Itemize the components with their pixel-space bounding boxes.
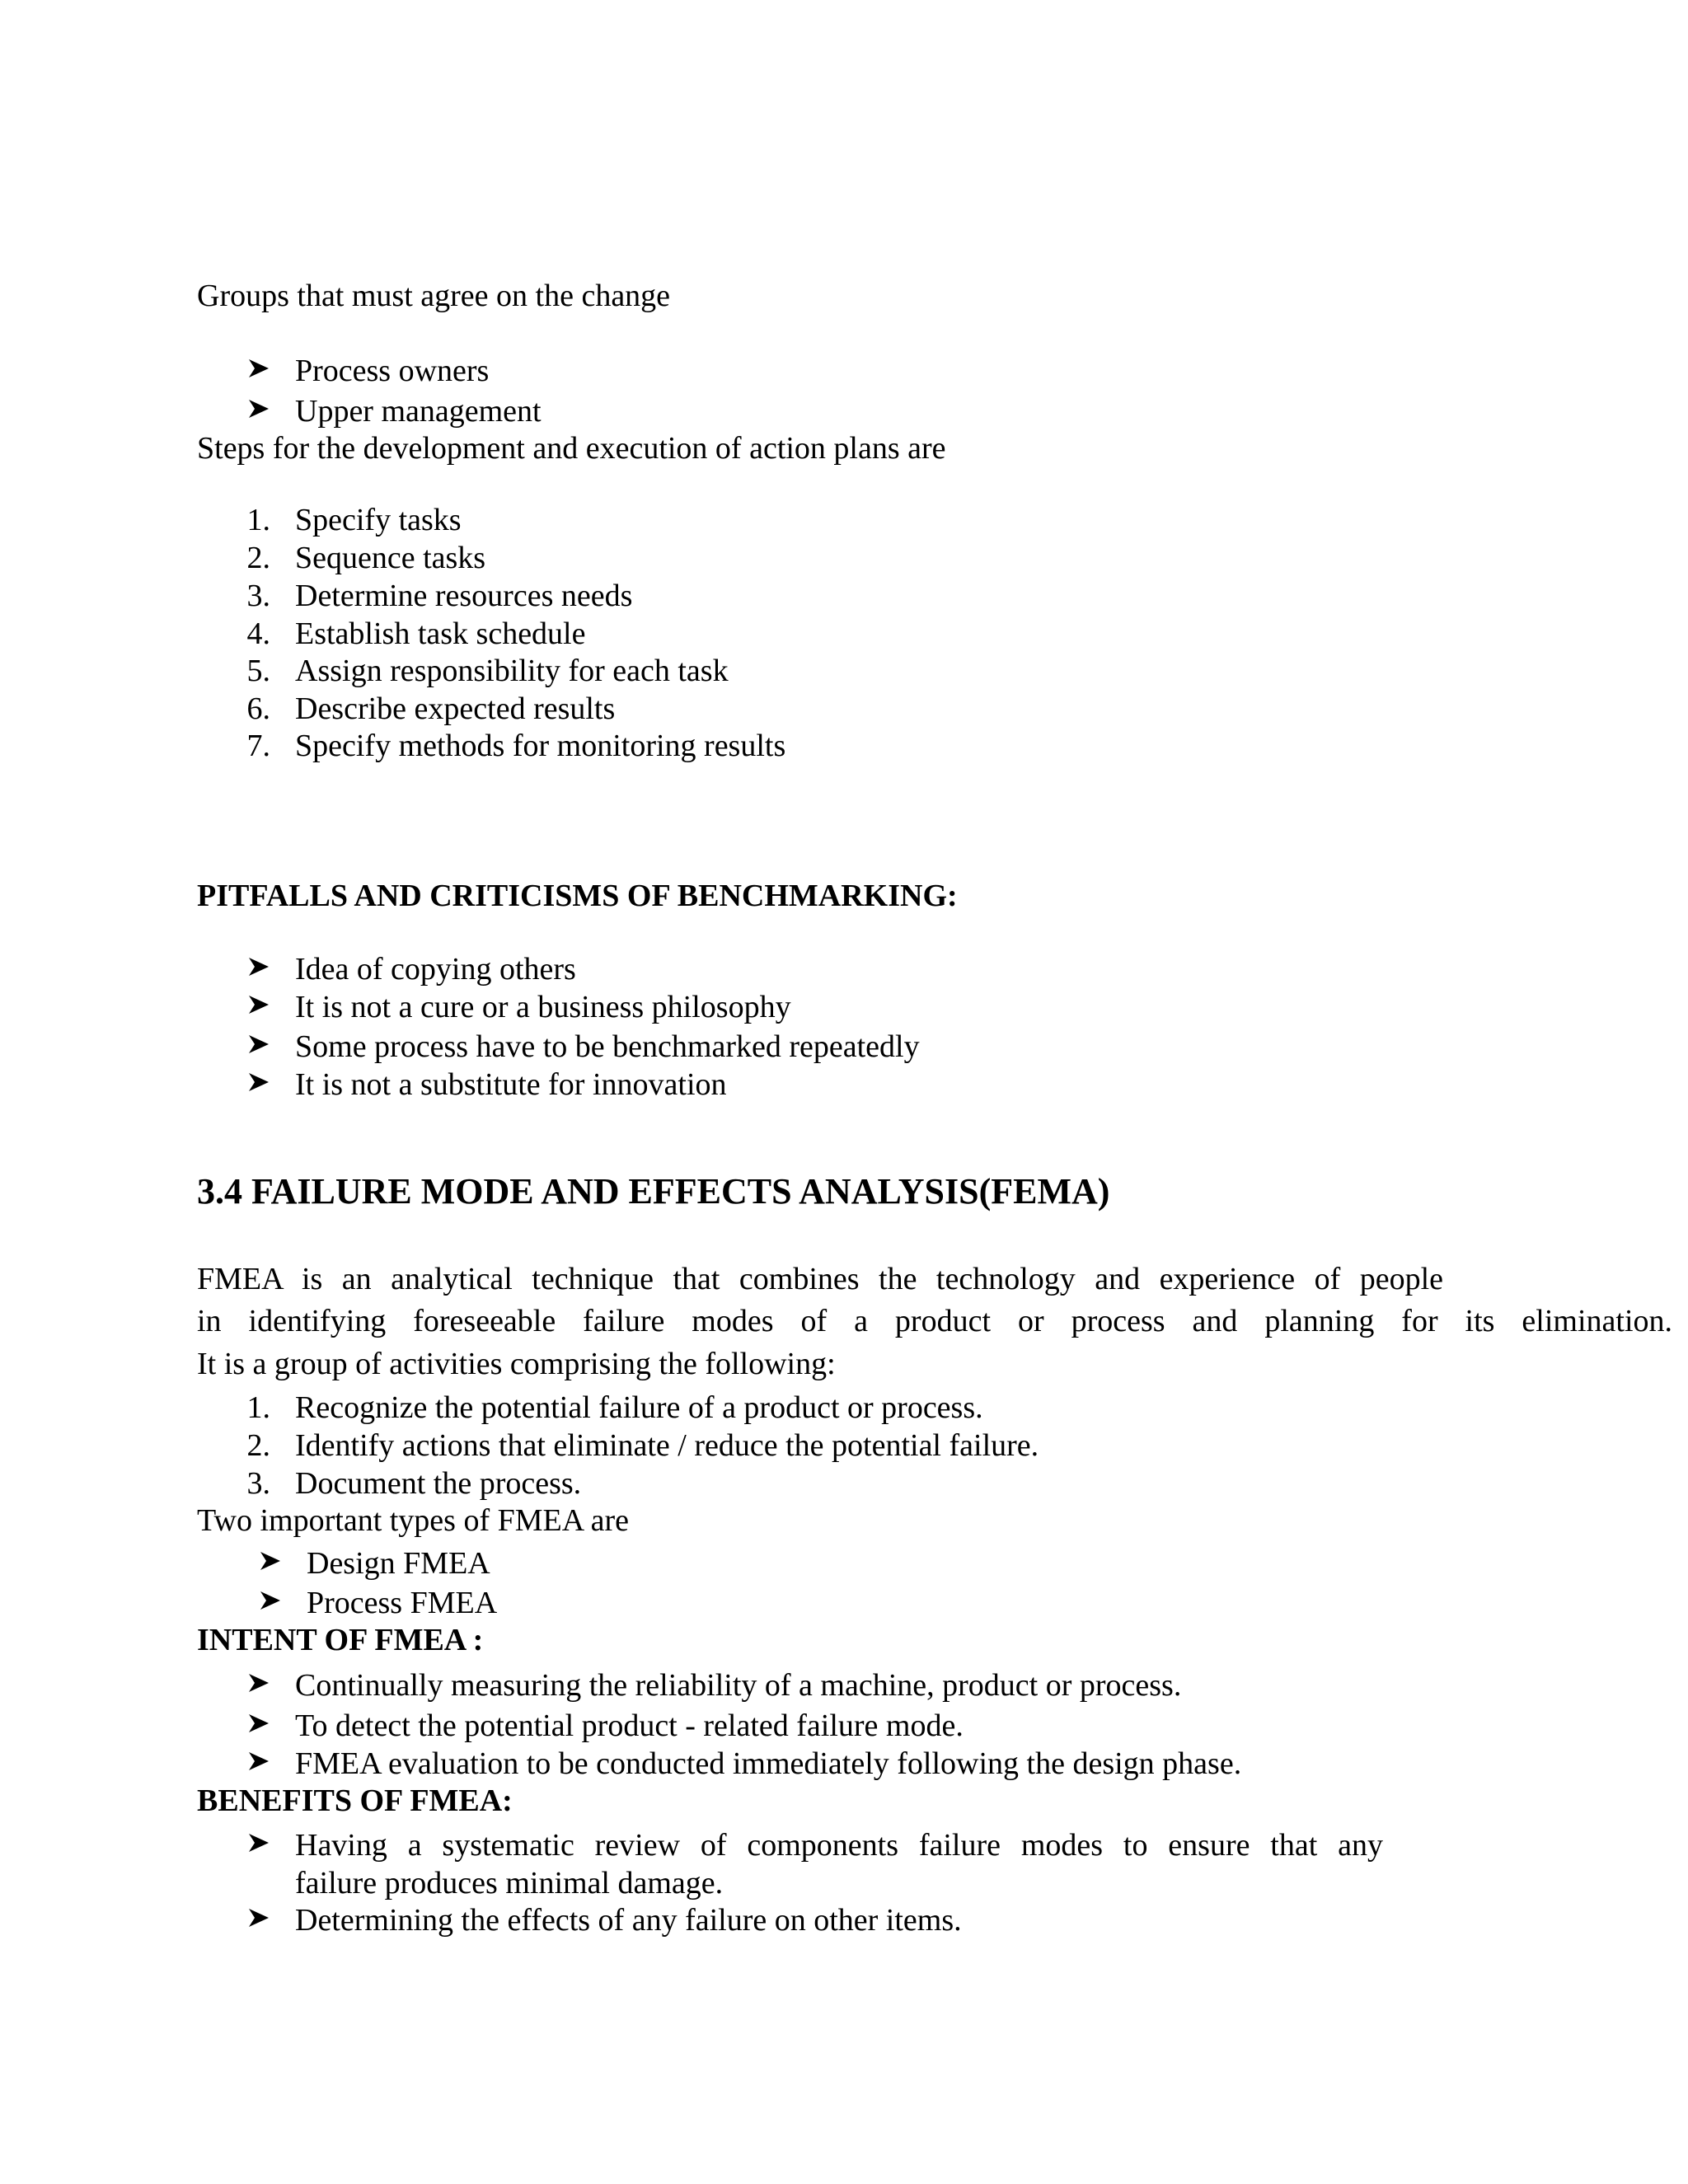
list-item: FMEA evaluation to be conducted immediately following the design phase.	[295, 1746, 1242, 1781]
list-item: Process owners	[295, 354, 490, 388]
list-number: 3.	[246, 579, 270, 613]
arrowhead-bullet-icon	[247, 1832, 270, 1854]
groups-intro: Groups that must agree on the change	[197, 279, 671, 313]
paragraph-line: It is a group of activities comprising the following:	[197, 1347, 836, 1381]
list-item: Recognize the potential failure of a product or process.	[295, 1390, 983, 1425]
arrowhead-bullet-icon	[247, 358, 270, 379]
section-heading: PITFALLS AND CRITICISMS OF BENCHMARKING:	[197, 879, 958, 913]
list-number: 4.	[246, 616, 270, 651]
list-item: Determining the effects of any failure on other items.	[295, 1903, 962, 1938]
list-item: It is not a cure or a business philosophy	[295, 990, 791, 1024]
list-item: Specify tasks	[295, 503, 462, 537]
list-item: Determine resources needs	[295, 579, 633, 613]
list-item: It is not a substitute for innovation	[295, 1067, 727, 1102]
arrowhead-bullet-icon	[247, 1033, 270, 1055]
list-item: Assign responsibility for each task	[295, 654, 729, 688]
steps-intro: Steps for the development and execution of action plans are	[197, 431, 946, 466]
list-item: Document the process.	[295, 1466, 582, 1501]
list-item: Upper management	[295, 394, 542, 429]
list-item: Some process have to be benchmarked repeatedly	[295, 1029, 920, 1064]
paragraph-line: in identifying foreseeable failure modes of a product or process and planning for its elimination.	[197, 1304, 1672, 1338]
list-number: 1.	[246, 1390, 270, 1425]
list-item: Sequence tasks	[295, 541, 486, 575]
arrowhead-bullet-icon	[259, 1550, 282, 1572]
arrowhead-bullet-icon	[247, 956, 270, 977]
list-item: Process FMEA	[307, 1586, 498, 1620]
arrowhead-bullet-icon	[247, 1750, 270, 1772]
arrowhead-bullet-icon	[247, 1672, 270, 1694]
list-item: Continually measuring the reliability of a machine, product or process.	[295, 1668, 1182, 1703]
arrowhead-bullet-icon	[259, 1590, 282, 1611]
list-item: Identify actions that eliminate / reduce the potential failure.	[295, 1428, 1039, 1463]
list-item-continuation: failure produces minimal damage.	[295, 1866, 724, 1900]
list-number: 2.	[246, 1428, 270, 1463]
section-heading: 3.4 FAILURE MODE AND EFFECTS ANALYSIS(FEMA)	[197, 1171, 1110, 1212]
arrowhead-bullet-icon	[247, 1713, 270, 1734]
list-item: Describe expected results	[295, 691, 616, 726]
list-number: 7.	[246, 729, 270, 763]
list-item: To detect the potential product - related failure mode.	[295, 1708, 964, 1743]
section-heading: INTENT OF FMEA :	[197, 1623, 484, 1657]
list-item: Design FMEA	[307, 1546, 490, 1581]
list-number: 5.	[246, 654, 270, 688]
paragraph-line: FMEA is an analytical technique that combines the technology and experience of people	[197, 1262, 1443, 1296]
arrowhead-bullet-icon	[247, 1071, 270, 1093]
list-number: 1.	[246, 503, 270, 537]
list-item: Establish task schedule	[295, 616, 586, 651]
arrowhead-bullet-icon	[247, 398, 270, 419]
section-heading: BENEFITS OF FMEA:	[197, 1783, 513, 1818]
list-number: 6.	[246, 691, 270, 726]
list-item: Having a systematic review of components failure modes to ensure that any	[295, 1828, 1383, 1863]
arrowhead-bullet-icon	[247, 1907, 270, 1929]
arrowhead-bullet-icon	[247, 994, 270, 1015]
list-item: Specify methods for monitoring results	[295, 729, 786, 763]
types-intro: Two important types of FMEA are	[197, 1503, 629, 1538]
list-item: Idea of copying others	[295, 952, 576, 987]
list-number: 2.	[246, 541, 270, 575]
list-number: 3.	[246, 1466, 270, 1501]
